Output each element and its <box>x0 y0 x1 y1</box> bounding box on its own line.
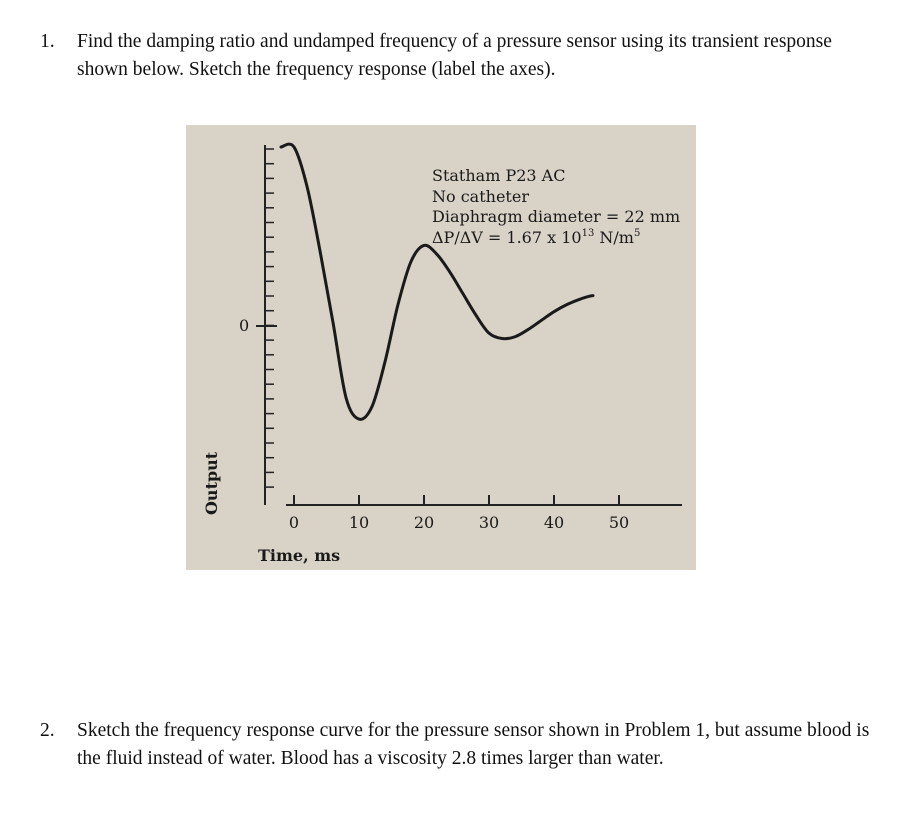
annotation-sensor-model: Statham P23 AC <box>432 166 566 185</box>
response-curve <box>281 144 593 419</box>
problem-2-text: Sketch the frequency response curve for the pressure sensor shown in Problem 1, but assume blood is the fluid instead of water. Blood has a viscosity 2.8 times larger than water. <box>77 720 870 769</box>
x-tick-label: 0 <box>288 513 300 532</box>
problem-1-number: 1. <box>40 31 55 52</box>
problem-2 <box>40 717 870 773</box>
annotation-catheter: No catheter <box>432 187 529 206</box>
annotation-compliance-base: ΔP/ΔV = 1.67 x 10 <box>432 228 582 247</box>
annotation-compliance-exp: 13 <box>581 228 595 239</box>
x-tick-label: 50 <box>608 513 630 532</box>
x-axis-ticks <box>289 495 629 532</box>
x-axis-label: Time, ms <box>258 546 341 565</box>
y-axis-label: Output <box>202 451 221 515</box>
y-zero-label: 0 <box>239 316 250 335</box>
annotation-diaphragm: Diaphragm diameter = 22 mm <box>432 207 681 226</box>
transient-response-figure <box>186 125 696 570</box>
annotation-compliance-unit-exp: 5 <box>633 228 641 239</box>
problem-1 <box>40 28 870 84</box>
transient-response-chart <box>186 125 696 570</box>
y-axis-ticks <box>265 149 274 487</box>
x-tick-label: 30 <box>478 513 500 532</box>
x-tick-label: 20 <box>413 513 435 532</box>
x-tick-label: 40 <box>543 513 565 532</box>
problem-2-number: 2. <box>40 720 55 741</box>
annotation-compliance <box>432 228 640 247</box>
x-tick-label: 10 <box>348 513 370 532</box>
problem-1-text: Find the damping ratio and undamped frequency of a pressure sensor using its transient response shown below. Sketch the frequency response (label the axes). <box>77 31 832 80</box>
annotation-compliance-unit: N/m <box>594 228 634 247</box>
